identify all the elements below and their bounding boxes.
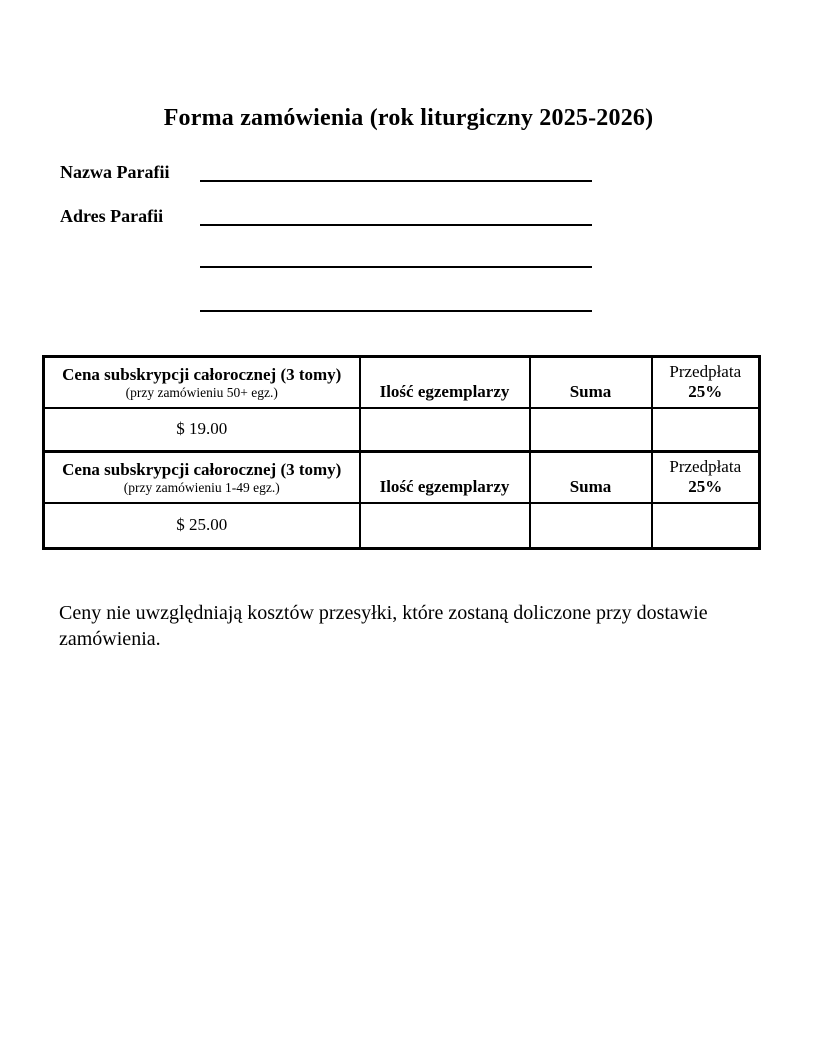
table-entry-row-1to49 (44, 503, 760, 549)
prepayment-header-cell (652, 357, 760, 408)
parish-address-label: Adres Parafii (60, 206, 164, 226)
quantity-header-cell: Ilość egzemplarzy (360, 452, 530, 503)
quantity-blank-cell-1to49 (360, 503, 530, 549)
table-entry-row-50plus (44, 408, 760, 452)
prepayment-blank-cell-1to49 (652, 503, 760, 549)
parish-name-blank-line (200, 180, 592, 182)
parish-address-blank-line-1 (200, 224, 592, 226)
parish-name-label: Nazwa Parafii (60, 162, 170, 182)
table-header-row-50plus (44, 357, 760, 408)
product-title: Cena subskrypcji całorocznej (3 tomy) (62, 459, 342, 479)
shipping-note (59, 600, 769, 652)
product-title: Cena subskrypcji całorocznej (3 tomy) (62, 364, 342, 384)
price-cell-1to49: $ 25.00 (44, 503, 360, 549)
price-cell-50plus: $ 19.00 (44, 408, 360, 452)
shipping-note-line-1: Ceny nie uwzględniają kosztów przesyłki, które zostaną doliczone przy dostawie (59, 602, 708, 624)
quantity-blank-cell-50plus (360, 408, 530, 452)
product-subtitle: (przy zamówieniu 50+ egz.) (125, 384, 278, 400)
prepayment-percent: 25% (688, 382, 723, 402)
page-title: Forma zamówienia (rok liturgiczny 2025-2026) (163, 105, 654, 131)
prepayment-label: Przedpłata (669, 362, 742, 382)
product-header-cell-1to49 (44, 452, 360, 503)
product-subtitle: (przy zamówieniu 1-49 egz.) (123, 479, 280, 495)
prepayment-header-cell (652, 452, 760, 503)
sum-blank-cell-50plus (530, 408, 652, 452)
parish-address-blank-line-2 (200, 266, 592, 268)
subscription-price-table (42, 355, 761, 550)
sum-blank-cell-1to49 (530, 503, 652, 549)
shipping-note-line-2: zamówienia. (59, 628, 161, 650)
quantity-header-cell: Ilość egzemplarzy (360, 357, 530, 408)
parish-address-blank-line-3 (200, 310, 592, 312)
sum-header-cell: Suma (530, 452, 652, 503)
product-header-cell-50plus (44, 357, 360, 408)
prepayment-label: Przedpłata (669, 457, 742, 477)
table-header-row-1to49 (44, 452, 760, 503)
sum-header-cell: Suma (530, 357, 652, 408)
prepayment-blank-cell-50plus (652, 408, 760, 452)
prepayment-percent: 25% (688, 477, 723, 497)
